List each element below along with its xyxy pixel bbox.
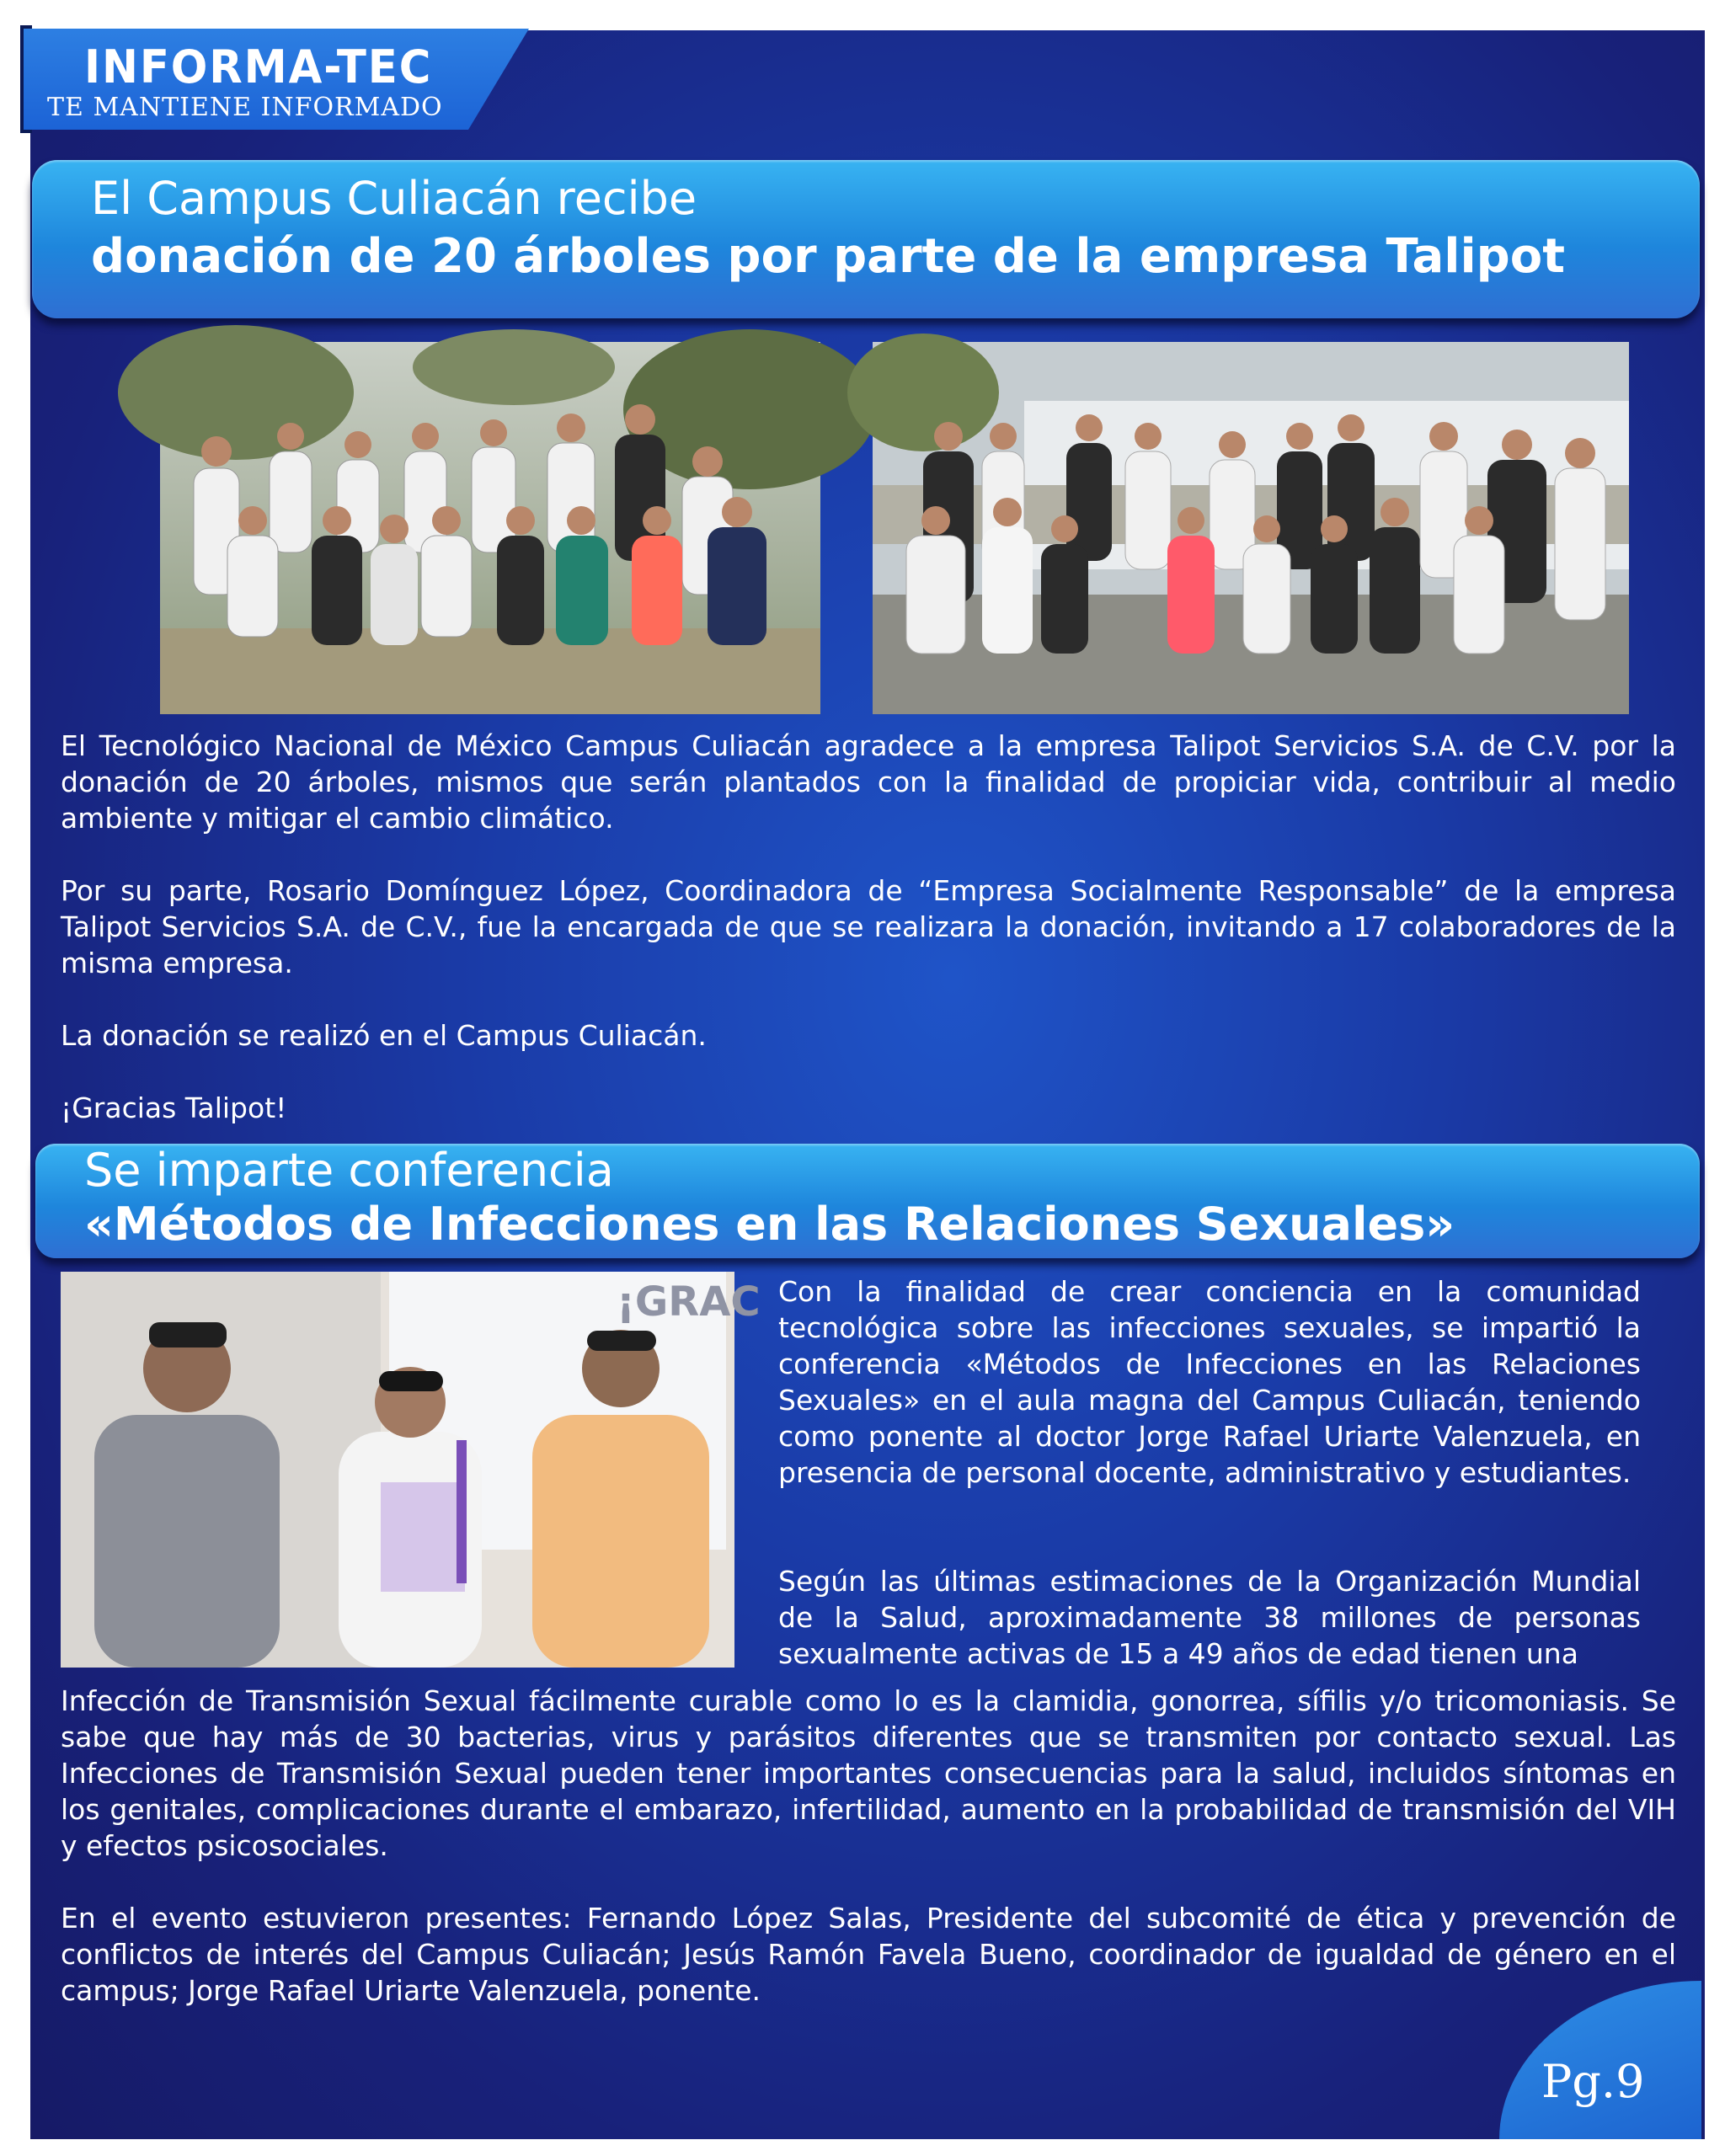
page-number: Pg.9: [1541, 2055, 1645, 2108]
article1-title-line1: El Campus Culiacán recibe: [91, 172, 697, 225]
article1-paragraph-2: Por su parte, Rosario Domínguez López, Coordinadora de “Empresa Socialmente Responsable” de la empresa Talipot Servicios S.A. de C.V., fue la encargada de que se realizara la donación, invitando a 17 colaboradores de la misma empresa.: [61, 874, 1676, 979]
article1-paragraph-1: El Tecnológico Nacional de México Campus Culiacán agradece a la empresa Talipot Servicios S.A. de C.V. por la donación de 20 árboles, mismos que serán plantados con la finalidad de propiciar vida, contribuir al medio ambiente y mitigar el cambio climático.: [61, 729, 1676, 835]
conference-photo: [61, 1272, 761, 1668]
article2-paragraph-3: Infección de Transmisión Sexual fácilmente curable como lo es la clamidia, gonorrea, sífilis y/o tricomoniasis. Se sabe que hay más de 30 bacterias, virus y parásitos diferentes que se transmiten por contacto sexual. Las Infecciones de Transmisión Sexual pueden tener importantes consecuencias para la salud, incluidos síntomas en los genitales, complicaciones durante el embarazo, infertilidad, aumento en la probabilidad de transmisión del VIH y efectos psicosociales.: [61, 1684, 1676, 1862]
article1-paragraph-3: La donación se realizó en el Campus Culiacán.: [61, 1019, 707, 1052]
brand-slogan: TE MANTIENE INFORMADO: [47, 93, 443, 122]
article2-headline: [35, 1144, 1700, 1258]
article1-headline: [32, 160, 1700, 318]
article1-title-line2: donación de 20 árboles por parte de la empresa Talipot: [91, 229, 1565, 284]
brand-name: INFORMA-TEC: [84, 40, 433, 93]
group-photo-right: [873, 342, 1629, 714]
article2-paragraph-2: Según las últimas estimaciones de la Organización Mundial de la Salud, aproximadamente 38 millones de personas sexualmente activas de 15 a 49 años de edad tienen una: [778, 1565, 1641, 1670]
article1-paragraph-4: ¡Gracias Talipot!: [61, 1091, 287, 1124]
screen-text: ¡GRAC: [617, 1278, 761, 1326]
article2-title-line2: «Métodos de Infecciones en las Relaciones Sexuales»: [84, 1198, 1455, 1251]
article2-title-line1: Se imparte conferencia: [84, 1144, 614, 1197]
article2-paragraph-4: En el evento estuvieron presentes: Fernando López Salas, Presidente del subcomité de ética y prevención de conflictos de interés del Campus Culiacán; Jesús Ramón Favela Bueno, coordinador de igualdad de género en el campus; Jorge Rafael Uriarte Valenzuela, ponente.: [61, 1902, 1676, 2007]
article2-paragraph-1: Con la finalidad de crear conciencia en la comunidad tecnológica sobre las infecciones sexuales, se impartió la conferencia «Métodos de Infecciones en las Relaciones Sexuales» en el aula magna del Campus Culiacán, teniendo como ponente al doctor Jorge Rafael Uriarte Valenzuela, en presencia de personal docente, administrativo y estudiantes.: [778, 1275, 1641, 1489]
group-photo-left: [160, 342, 820, 714]
